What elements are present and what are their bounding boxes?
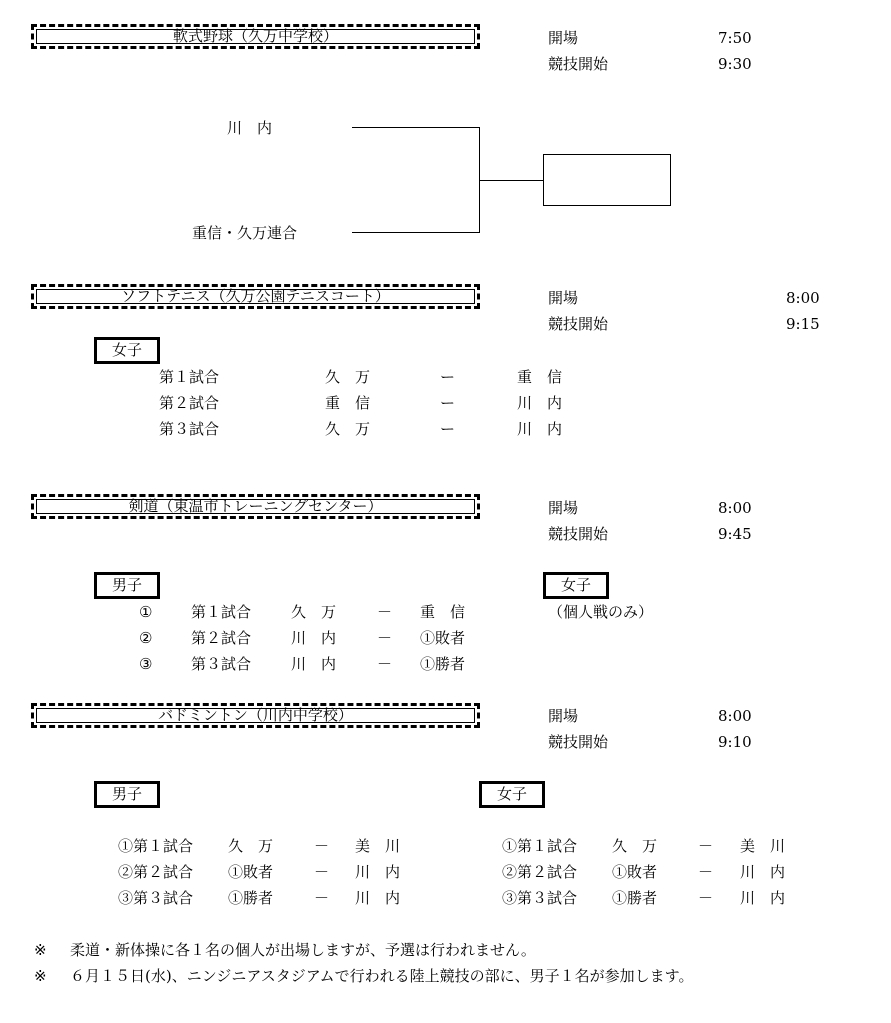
kendo-girls-note: （個人戦のみ） xyxy=(548,603,654,621)
tennis-start-time: 9:15 xyxy=(786,315,820,333)
baseball-open-label: 開場 xyxy=(548,29,579,47)
kendo-match-team-a: 久 万 xyxy=(291,603,337,621)
note-mark: ※ xyxy=(34,941,47,959)
kendo-open-time: 8:00 xyxy=(718,499,752,517)
kendo-match-separator: － xyxy=(377,603,393,621)
tennis-section-title: ソフトテニス（久万公園テニスコート） xyxy=(31,284,480,309)
badminton-start-label: 競技開始 xyxy=(548,733,609,751)
tennis-girls-tag: 女子 xyxy=(94,337,160,364)
baseball-start-label: 競技開始 xyxy=(548,55,609,73)
kendo-match-team-b: 重 信 xyxy=(420,603,466,621)
badminton-boys-separator: － xyxy=(314,889,330,907)
kendo-match-number: ① xyxy=(139,603,153,621)
badminton-section-title: バドミントン（川内中学校） xyxy=(31,703,480,728)
kendo-match-name: 第２試合 xyxy=(191,629,252,647)
note-text: ６月１５日(水)、ニンジニアスタジアムで行われる陸上競技の部に、男子１名が参加します。 xyxy=(70,967,694,985)
baseball-section-title: 軟式野球（久万中学校） xyxy=(31,24,480,49)
tennis-match-team-a: 久 万 xyxy=(325,420,371,438)
kendo-match-team-a: 川 内 xyxy=(291,655,337,673)
tennis-match-name: 第１試合 xyxy=(159,368,220,386)
tennis-match-team-b: 川 内 xyxy=(517,394,563,412)
badminton-girls-tag: 女子 xyxy=(479,781,545,808)
badminton-girls-separator: － xyxy=(698,863,714,881)
kendo-boys-tag: 男子 xyxy=(94,572,160,599)
kendo-girls-tag: 女子 xyxy=(543,572,609,599)
kendo-match-number: ② xyxy=(139,629,153,647)
tennis-open-label: 開場 xyxy=(548,289,579,307)
kendo-start-label: 競技開始 xyxy=(548,525,609,543)
kendo-match-number: ③ xyxy=(139,655,153,673)
tennis-match-name: 第２試合 xyxy=(159,394,220,412)
badminton-open-label: 開場 xyxy=(548,707,579,725)
badminton-start-time: 9:10 xyxy=(718,733,752,751)
kendo-match-team-a: 川 内 xyxy=(291,629,337,647)
kendo-match-separator: － xyxy=(377,629,393,647)
kendo-match-separator: － xyxy=(377,655,393,673)
tennis-match-separator: ー xyxy=(440,394,456,412)
badminton-girls-team-a: ①勝者 xyxy=(612,889,658,907)
tennis-open-time: 8:00 xyxy=(786,289,820,307)
tennis-match-team-b: 川 内 xyxy=(517,420,563,438)
tennis-match-name: 第３試合 xyxy=(159,420,220,438)
badminton-boys-match-name: ②第２試合 xyxy=(118,863,194,881)
bracket-winner-box xyxy=(543,154,671,206)
badminton-boys-separator: － xyxy=(314,863,330,881)
kendo-match-name: 第１試合 xyxy=(191,603,252,621)
badminton-girls-team-b: 川 内 xyxy=(740,889,786,907)
badminton-girls-team-a: ①敗者 xyxy=(612,863,658,881)
kendo-section-title: 剣道（東温市トレーニングセンター） xyxy=(31,494,480,519)
badminton-boys-team-a: 久 万 xyxy=(228,837,274,855)
baseball-start-time: 9:30 xyxy=(718,55,752,73)
tennis-match-team-a: 久 万 xyxy=(325,368,371,386)
bracket-team-b: 重信・久万連合 xyxy=(192,224,298,242)
badminton-open-time: 8:00 xyxy=(718,707,752,725)
note-text: 柔道・新体操に各１名の個人が出場しますが、予選は行われません。 xyxy=(70,941,536,959)
badminton-girls-match-name: ③第３試合 xyxy=(502,889,578,907)
badminton-girls-team-a: 久 万 xyxy=(612,837,658,855)
badminton-boys-team-b: 川 内 xyxy=(355,863,401,881)
badminton-boys-team-b: 川 内 xyxy=(355,889,401,907)
tennis-start-label: 競技開始 xyxy=(548,315,609,333)
kendo-match-name: 第３試合 xyxy=(191,655,252,673)
bracket-team-a: 川 内 xyxy=(227,119,273,137)
tennis-match-team-a: 重 信 xyxy=(325,394,371,412)
badminton-boys-separator: － xyxy=(314,837,330,855)
kendo-open-label: 開場 xyxy=(548,499,579,517)
badminton-girls-separator: － xyxy=(698,837,714,855)
tennis-match-separator: ー xyxy=(440,420,456,438)
tennis-match-team-b: 重 信 xyxy=(517,368,563,386)
badminton-girls-team-b: 美 川 xyxy=(740,837,786,855)
badminton-boys-match-name: ③第３試合 xyxy=(118,889,194,907)
tennis-match-separator: ー xyxy=(440,368,456,386)
badminton-boys-team-a: ①敗者 xyxy=(228,863,274,881)
badminton-boys-match-name: ①第１試合 xyxy=(118,837,194,855)
kendo-start-time: 9:45 xyxy=(718,525,752,543)
baseball-open-time: 7:50 xyxy=(718,29,752,47)
badminton-girls-separator: － xyxy=(698,889,714,907)
badminton-boys-team-b: 美 川 xyxy=(355,837,401,855)
kendo-match-team-b: ①敗者 xyxy=(420,629,466,647)
badminton-boys-tag: 男子 xyxy=(94,781,160,808)
badminton-boys-team-a: ①勝者 xyxy=(228,889,274,907)
badminton-girls-match-name: ①第１試合 xyxy=(502,837,578,855)
note-mark: ※ xyxy=(34,967,47,985)
kendo-match-team-b: ①勝者 xyxy=(420,655,466,673)
badminton-girls-team-b: 川 内 xyxy=(740,863,786,881)
badminton-girls-match-name: ②第２試合 xyxy=(502,863,578,881)
